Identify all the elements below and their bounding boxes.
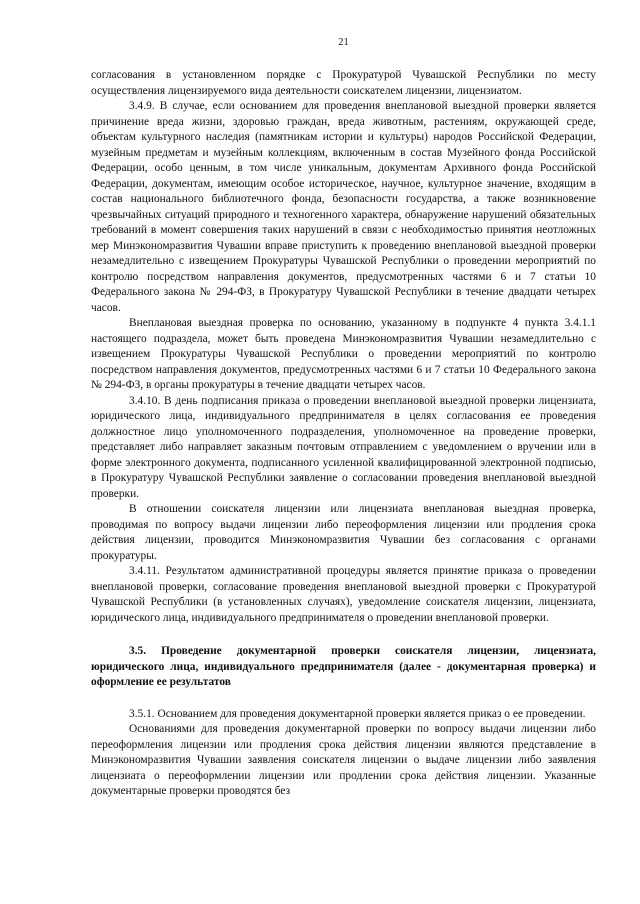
paragraph-license-applicant: В отношении соискателя лицензии или лицензиата внеплановая выездная проверка, проводимая по вопросу выдачи лицензии либо переоформления лицензии или продления срока действия лицензии, проводится Минэкономразвития Чувашии без согласования с органами прокуратуры.	[91, 503, 596, 562]
paragraph-continuation: согласования в установленном порядке с Прокуратурой Чувашской Республики по месту осуществления лицензируемого вида деятельности соискателем лицензии, лицензиатом.	[91, 69, 596, 97]
paragraph-documentary-grounds: Основаниями для проведения документарной проверки по вопросу выдачи лицензии либо переоформления лицензии или продления срока действия лицензии являются представление в Минэкономразвития Чувашии заявления соискателя лицензии о выдаче лицензии либо заявления лицензиата о переоформлении лицензии или продлении срока действия лицензии. Указанные документарные проверки проводятся без	[91, 723, 596, 797]
page-number: 21	[338, 37, 349, 48]
document-body	[91, 68, 596, 800]
section-heading-3-5: 3.5. Проведение документарной проверки соискателя лицензии, лицензиата, юридического лица, индивидуального предпринимателя (далее - документарная проверка) и оформление ее результатов	[91, 645, 596, 688]
paragraph-3-4-9: 3.4.9. В случае, если основанием для проведения внеплановой выездной проверки является причинение вреда жизни, здоровью граждан, вреда животным, растениям, окружающей среде, объектам культурного наследия (памятникам истории и культуры) народов Российской Федерации, музейным предметам и музейным коллекциям, включенным в состав Музейного фонда Российской Федерации, особо ценным, в том числе уникальным, документам Архивного фонда Российской Федерации, документам, имеющим особое историческое, научное, культурное значение, входящим в состав национального библиотечного фонда, безопасности государства, а также возникновение чрезвычайных ситуаций природного и техногенного характера, обнаружение нарушений обязательных требований в момент совершения таких нарушений в связи с необходимостью принятия неотложных мер Минэкономразвития Чувашии вправе приступить к проведению внеплановой выездной проверки незамедлительно с извещением Прокуратуры Чувашской Республики о проведении мероприятий по контролю посредством направления документов, предусмотренных частями 6 и 7 статьи 10 Федерального закона № 294-ФЗ, в Прокуратуру Чувашской Республики в течение двадцати четырех часов.	[91, 100, 596, 314]
paragraph-unscheduled-inspection: Внеплановая выездная проверка по основанию, указанному в подпункте 4 пункта 3.4.1.1 настоящего подраздела, может быть проведена Минэкономразвития Чувашии незамедлительно с извещением Прокуратуры Чувашской Республики о проведении мероприятий по контролю посредством направления документов, предусмотренных частями 6 и 7 статьи 10 Федерального закона № 294-ФЗ, в органы прокуратуры в течение двадцати четырех часов.	[91, 317, 596, 391]
paragraph-3-4-11: 3.4.11. Результатом административной процедуры является принятие приказа о проведении внеплановой проверки, согласование проведения внеплановой выездной проверки с Прокуратурой Чувашской Республики (в установленных случаях), уведомление соискателя лицензии, лицензиата, юридического лица, индивидуального предпринимателя о проведении внеплановой проверки.	[91, 565, 596, 624]
document-page	[91, 0, 596, 904]
paragraph-3-4-10: 3.4.10. В день подписания приказа о проведении внеплановой выездной проверки лицензиата, юридического лица, индивидуального предпринимателя в целях согласования ее проведения должностное лицо уполномоченного подразделения, уполномоченное на проведение проверки, представляет либо направляет заказным почтовым отправлением с уведомлением о вручении или в форме электронного документа, подписанного усиленной квалифицированной электронной подписью, в Прокуратуру Чувашской Республики заявление о согласовании проведения внеплановой выездной проверки.	[91, 394, 596, 500]
paragraph-3-5-1: 3.5.1. Основанием для проведения документарной проверки является приказ о ее проведении.	[129, 707, 586, 720]
